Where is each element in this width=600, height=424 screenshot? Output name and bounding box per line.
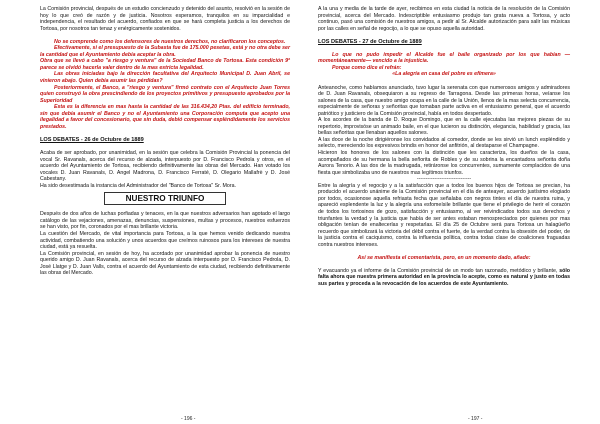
commentary-anade: Así se manifiesta el comentarista, pero, en un momento dado, añade: — [357, 254, 531, 261]
page-number-left: - 196 - — [181, 416, 196, 422]
commentary-3: Obra que se llevó a cabo "a riesgo y ventura" de la Sociedad Banco de Tortosa. Esta condición 9ª parece se olvidó hacerla valer dentro de la mas estricta legalidad. — [40, 58, 290, 71]
commentary-6: Esta es la diferencia en mas hasta la cantidad de las 316.434,20 Ptas. del edificio terminado, sin que debía asumir el Banco y no el Ayuntamiento una Corporación computa que acepto una ilegalidad a favor del concesionario, que sin duda, debió compensar espléndidamente los servicios prestados. — [40, 104, 290, 130]
refran-quote: «La alegría en casa del pobre es efímera» — [392, 71, 496, 78]
dismissal-paragraph: Ha sido desestimada la instancia del Administrador del "Banco de Tortosa" Sr. Mora. — [40, 182, 236, 189]
baile-paragraph: A los acordes de la banda de D. Roque Domingo, que en la calle ejecutaba las mejores piezas de su repertorio, improvisóse un animado baile, en el que lucieron su distinción, elegancia, habilidad y gracia, las bellas señoritas que llenaban aquellos salones. — [318, 117, 570, 137]
left-page-column — [40, 6, 290, 283]
triumph-paragraph-2: La cuestión del Mercado, de vital importancia para Tortosa, a la que hemos venido dedicando nuestra actividad, combatiendo una solución y unos acuerdos que creímos ruinosos para los intereses de nuestra ciudad, está ya resuelta. — [40, 230, 290, 251]
conclusion-lead: Y evacuando ya el informe de la Comisión provincial de un modo tan razonado, metódico y brillante, — [318, 267, 560, 274]
commentary-refran: Porque como dice el refrán: — [332, 64, 402, 71]
commentary-2: Efectivamente, si el presupuesto de la Subasta fue de 175.000 pesetas, está y no otra debe ser la cantidad que el Ayuntamiento debía aceptar la obra. — [40, 45, 290, 58]
approval-paragraph: Acaba de ser aprobado, por unanimidad, en la sesión que celebra la Comisión Provincial la ponencia del vocal Sr. Ravanals, acerca del recurso de alzada, interpuesto por D. Francisco Pedrola y otros, en el acuerdo del Ayuntamiento de Tortosa, recibiendo definitivamente las obras del Mercado. Han votado los vocales D. Juan Ravanals, D. Angel Madrona, D. Francisco Ferraté, D. Olegario Mallafrè y D. José Cabestany. — [40, 150, 290, 183]
lunch-paragraph: A las doce de la noche dirigiéronse los convidados al comedor, donde se les sirvió un lunch espléndido y selecto, mereciendo los expresivos brindis en honor del anfitrión, al destaparse el Champagne. — [318, 136, 570, 150]
right-page-column — [318, 6, 570, 294]
separator-line: ------------------------------- — [416, 176, 472, 183]
commentary-5: Posteriormente, el Banco, a "riesgo y ventura" firmó contrato con el Arquitecto Juan Torres quien construyó la obra prescindiendo de los proyectos primitivos y presupuesto aprobados por la Superioridad — [40, 84, 290, 104]
commentary-4: Las obras iniciadas bajo la dirección facultativa del Arquitecto Municipal D. Juan Abril, se vinieron abajo. Quien debía asumir las pérdidas? — [40, 71, 290, 85]
conclusion-paragraph — [318, 268, 570, 288]
section-heading-26-oct: LOS DEBATES - 26 de Octubre de 1889 — [40, 136, 144, 143]
news-paragraph: A la una y media de la tarde de ayer, recibimos en esta ciudad la noticia de la resolución de la Comisión provincial, acerca del Mercado. Indescriptible entusiasmo produjo tan grata nueva a Tortosa, y acto continuo, pasó una comisión de nuestros amigos, a pedir al Sr. Alcalde autorización para salir las músicas por las calles en señal de regocijo, a lo que se opuso aquella autoridad. — [318, 6, 570, 32]
alegria-paragraph: Entre la alegría y el regocijo y a la satisfacción que a todos los buenos hijos de Tortosa se precian, ha producido el acuerdo unánime de la Comisión provincial en el día de anteayer, acuerdo justísimo elogiado por todos, ocasionose aquella refriasta fecha que señalaba con negros tintes el día de nuestra ruina, y apareció esplendente la luz y la alegría una esfomeísile brillante que tiene el privilegio de herir el corazón de todos los tortosinos de gozo, satisfacción y entusiasmo, al ver reivindicados todos sus derechos y triunfantes la verdad y la justicia que había de ser antes estaban menospreciados por quienes por mas obligación tenían de enaltecerlas y respetarlas. El día 25 de Octubre será para Tortosa un halagüeño recuerdo que simbolizará la victoria del débil contra el fuerte, de la verdad contra la obsesión del poder, de la justicia contra el caciquismo, contra la influencia política, contra todas clase de coaliciones fraguadas contra nuestros intereses. — [318, 182, 570, 248]
commentary-1: No se comprende como los defensores de nuestros derechos, no clarificaron los conceptos. — [54, 38, 286, 45]
intro-paragraph: La Comisión provincial, después de un estudio concienzudo y detenido del asunto, resolvió en la sesión de hoy lo que creó de razón y de justicia. Nosotros esperamos, tranquilos en su imparcialidad e independencia, el resultado del acuerdo, confiados en que se hará completa justicia a los derechos de Tortosa, por nosotros tan tenaz y enérgicamente sostenidos. — [40, 6, 290, 32]
serenata-paragraph: Anteanoche, como habíamos anunciado, tuvo lugar la serenata con que numerosos amigos y admiradores de D. Juan Ravanals, obsequiaron a su regreso de Tarragona. Desde las primeras horas, veíanse los salones de la casa, que nuestro amigo ocupa en la calle de la Unión, llenos de la mas selecta concurrencia, especialmente de señoras y señoritas que tomaban parte activa en el entusiasmo general, que el acuerdo patriótico y justiciero de la Comisión provincial, había en todos despertado. — [318, 84, 570, 117]
commentary-alcalde: Lo que no pudo impedir el Alcalde fue el baile organizado por los que habían —momentáneamente— vencido a la injusticia. — [318, 51, 570, 65]
triumph-paragraph-3: La Comisión provincial, en sesión de hoy, ha acordado por unanimidad aprobar la ponencia de nuestro querido amigo D. Juan Ravanals, acerca del recurso de alzada interpuesto por D. Francisco Pedrola, D. José Llatge y D. Juan Valls, contra el acuerdo del Ayuntamiento de esta ciudad, recibiendo definitivamente las obras del Mercado. — [40, 250, 290, 277]
boxed-headline: NUESTRO TRIUNFO — [104, 192, 226, 205]
conclusion-bold: sólo falta ahora que nuestra primera autoridad en la provincia lo acepte, como es natural y justo en todas sus partes y proceda a la revocación de los acuerdos de este Ayuntamiento. — [318, 267, 570, 287]
page-number-right: - 197 - — [468, 416, 483, 422]
section-heading-27-oct: LOS DEBATES - 27 de Octubre de 1889 — [318, 38, 422, 45]
triumph-paragraph-1: Después de dos años de luchas porfiadas y tenaces, en la que nuestros adversarios han agotado el largo catálogo de las vejaciones, amenazas, denuncias, suspensiones, multas y procesos, nuestros esfuerzos se han visto, por fin, coronados por el mas brillante victoria. — [40, 211, 290, 231]
honores-paragraph: Hicieron los honores de los salones con la distinción que les caracteriza, los dueños de la casa, acompañados de su hermana la bella señorita de Robles y de su sobrina la encantadora señorita doña Aurora Tenorio. A las dos de la madrugada, retiráronse los concurrentes, sumamente complacidos de una fiesta que simbolizaba uno de nuestros mas legítimos triunfos. — [318, 150, 570, 176]
